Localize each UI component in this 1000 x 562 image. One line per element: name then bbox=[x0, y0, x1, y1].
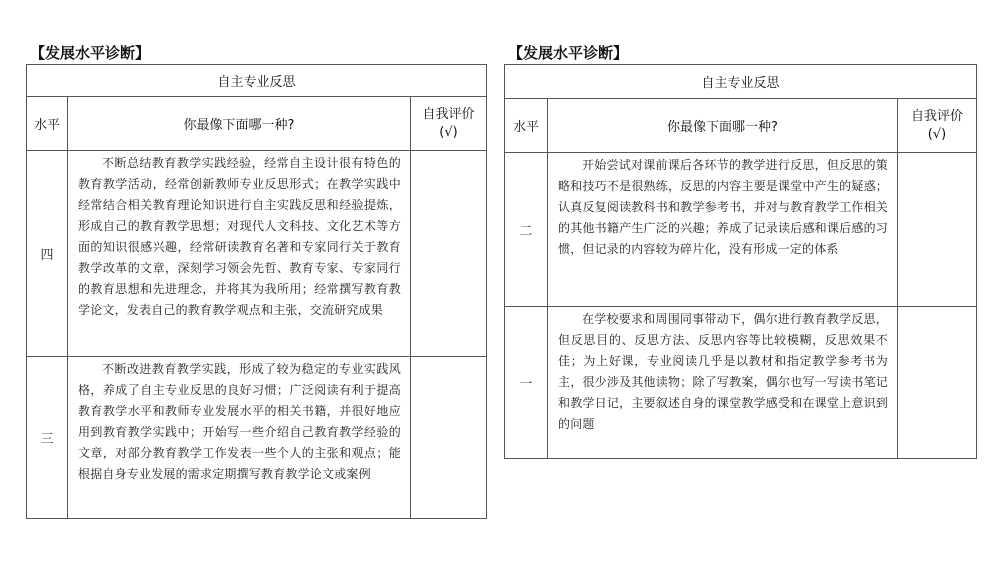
level-cell: 二 bbox=[505, 153, 548, 307]
section-header: 自主专业反思 bbox=[27, 65, 487, 97]
self-eval-label: 自我评价 bbox=[911, 108, 964, 124]
checkmark-label: (√) bbox=[439, 124, 458, 140]
panel-title: 【发展水平诊断】 bbox=[30, 44, 151, 62]
self-eval-cell[interactable] bbox=[898, 307, 977, 459]
level-description: 开始尝试对课前课后各环节的教学进行反思，但反思的策略和技巧不是很熟练，反思的内容主要是课堂中产生的疑惑；认真反复阅读教科书和教学参考书，并对与教育教学工作相关的其他书籍产生广泛的兴趣；养成了记录读后感和课后感的习惯，但记录的内容较为碎片化，没有形成一定的体系 bbox=[548, 153, 898, 307]
col-self-eval-header bbox=[898, 99, 977, 153]
panel-title: 【发展水平诊断】 bbox=[508, 44, 629, 62]
level-description: 不断改进教育教学实践，形成了较为稳定的专业实践风格，养成了自主专业反思的良好习惯；广泛阅读有利于提高教育教学水平和教师专业发展水平的相关书籍，并很好地应用到教育教学实践中；开始写一些介绍自己教育教学经验的文章，对部分教育教学工作发表一些个人的主张和观点；能根据自身专业发展的需求定期撰写教育教学论文或案例 bbox=[68, 357, 411, 519]
section-header: 自主专业反思 bbox=[505, 65, 977, 99]
level-cell: 四 bbox=[27, 151, 68, 357]
table-row bbox=[27, 357, 487, 519]
col-question-header: 你最像下面哪一种? bbox=[548, 99, 898, 153]
left-panel bbox=[26, 42, 486, 519]
self-eval-cell[interactable] bbox=[898, 153, 977, 307]
diagnosis-table bbox=[26, 64, 487, 519]
self-eval-cell[interactable] bbox=[411, 357, 487, 519]
table-row bbox=[27, 151, 487, 357]
checkmark-label: (√) bbox=[927, 126, 947, 142]
level-description: 不断总结教育教学实践经验，经常自主设计很有特色的教育教学活动，经常创新教师专业反思形式；在教学实践中经常结合相关教育理论知识进行自主实践反思和经验提炼，形成自己的教育教学思想；对现代人文科技、文化艺术等方面的知识很感兴趣，经常研读教育名著和专家同行关于教育教学改革的文章，深刻学习领会先哲、教育专家、专家同行的教育思想和先进理念，并将其为我所用；经常撰写教育教学论文，发表自己的教育教学观点和主张，交流研究成果 bbox=[68, 151, 411, 357]
level-cell: 一 bbox=[505, 307, 548, 459]
diagnosis-table bbox=[504, 64, 977, 459]
right-panel bbox=[504, 42, 976, 459]
table-row bbox=[505, 307, 977, 459]
col-level-header: 水平 bbox=[27, 97, 68, 151]
level-cell: 三 bbox=[27, 357, 68, 519]
self-eval-label: 自我评价 bbox=[422, 106, 475, 122]
level-description: 在学校要求和周围同事带动下，偶尔进行教育教学反思，但反思目的、反思方法、反思内容等比较模糊，反思效果不佳；为上好课，专业阅读几乎是以教材和指定教学参考书为主，很少涉及其他读物；除了写教案，偶尔也写一写读书笔记和教学日记，主要叙述自身的课堂教学感受和在课堂上意识到的问题 bbox=[548, 307, 898, 459]
col-level-header: 水平 bbox=[505, 99, 548, 153]
col-self-eval-header bbox=[411, 97, 487, 151]
col-question-header: 你最像下面哪一种? bbox=[68, 97, 411, 151]
self-eval-cell[interactable] bbox=[411, 151, 487, 357]
table-row bbox=[505, 153, 977, 307]
